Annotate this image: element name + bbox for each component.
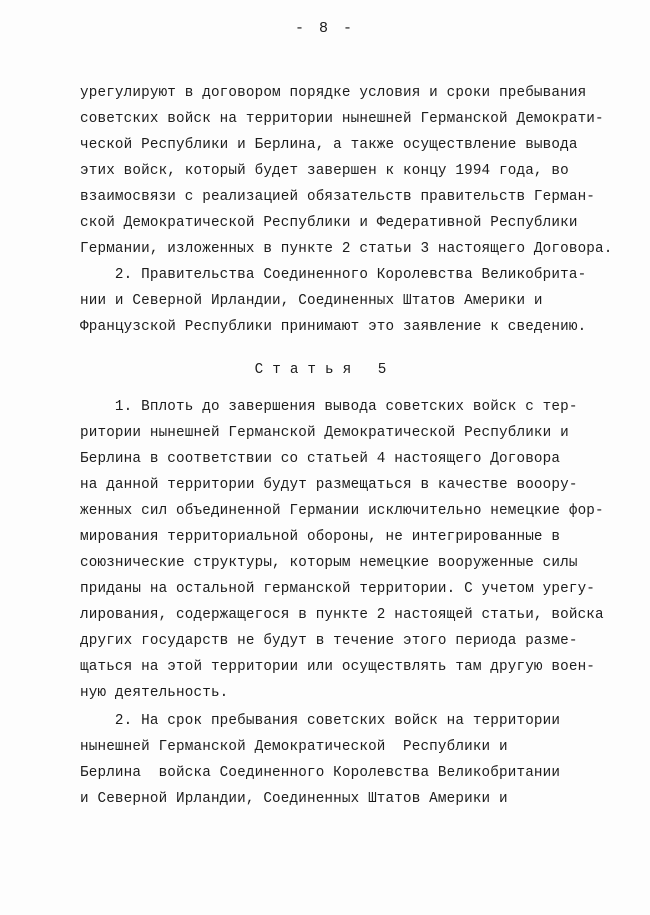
text-line: 1. Вплоть до завершения вывода советских войск с тер-	[80, 399, 578, 415]
text-line: других государств не будут в течение этого периода разме-	[80, 633, 578, 649]
article-heading: Статья 5	[254, 362, 396, 378]
text-line: Французской Республики принимают это заявление к сведению.	[80, 319, 587, 335]
text-line: и Северной Ирландии, Соединенных Штатов Америки и	[80, 791, 508, 807]
text-line: 2. На срок пребывания советских войск на территории	[80, 713, 561, 729]
text-line: Берлина войска Соединенного Королевства Великобритании	[80, 765, 561, 781]
text-line: Берлина в соответствии со статьей 4 настоящего Договора	[80, 451, 561, 467]
text-line: щаться на этой территории или осуществлять там другую воен-	[80, 659, 596, 675]
page-number: - 8 -	[294, 20, 355, 37]
text-line: нии и Северной Ирландии, Соединенных Штатов Америки и	[80, 293, 543, 309]
text-line: ритории нынешней Германской Демократической Республики и	[80, 425, 569, 441]
text-line: союзнические структуры, которым немецкие вооруженные силы	[80, 555, 578, 571]
text-line: ческой Республики и Берлина, а также осуществление вывода	[80, 137, 578, 153]
text-line: этих войск, который будет завершен к концу 1994 года, во	[80, 163, 569, 179]
text-line: урегулируют в договором порядке условия и сроки пребывания	[80, 85, 587, 101]
text-line: ную деятельность.	[80, 685, 229, 701]
text-line: на данной территории будут размещаться в качестве вооору-	[80, 477, 578, 493]
text-line: женных сил объединенной Германии исключительно немецкие фор-	[80, 503, 604, 519]
text-line: приданы на остальной германской территории. С учетом урегу-	[80, 581, 596, 597]
text-line: ской Демократической Республики и Федеративной Республики	[80, 215, 578, 231]
text-line: мирования территориальной обороны, не интегрированные в	[80, 529, 561, 545]
text-line: 2. Правительства Соединенного Королевства Великобрита-	[80, 267, 587, 283]
text-line: Германии, изложенных в пункте 2 статьи 3 настоящего Договора.	[80, 241, 613, 257]
text-line: взаимосвязи с реализацией обязательств правительств Герман-	[80, 189, 596, 205]
text-line: лирования, содержащегося в пункте 2 настоящей статьи, войска	[80, 607, 604, 623]
text-line: нынешней Германской Демократической Республики и	[80, 739, 508, 755]
text-line: советских войск на территории нынешней Германской Демократи-	[80, 111, 604, 127]
